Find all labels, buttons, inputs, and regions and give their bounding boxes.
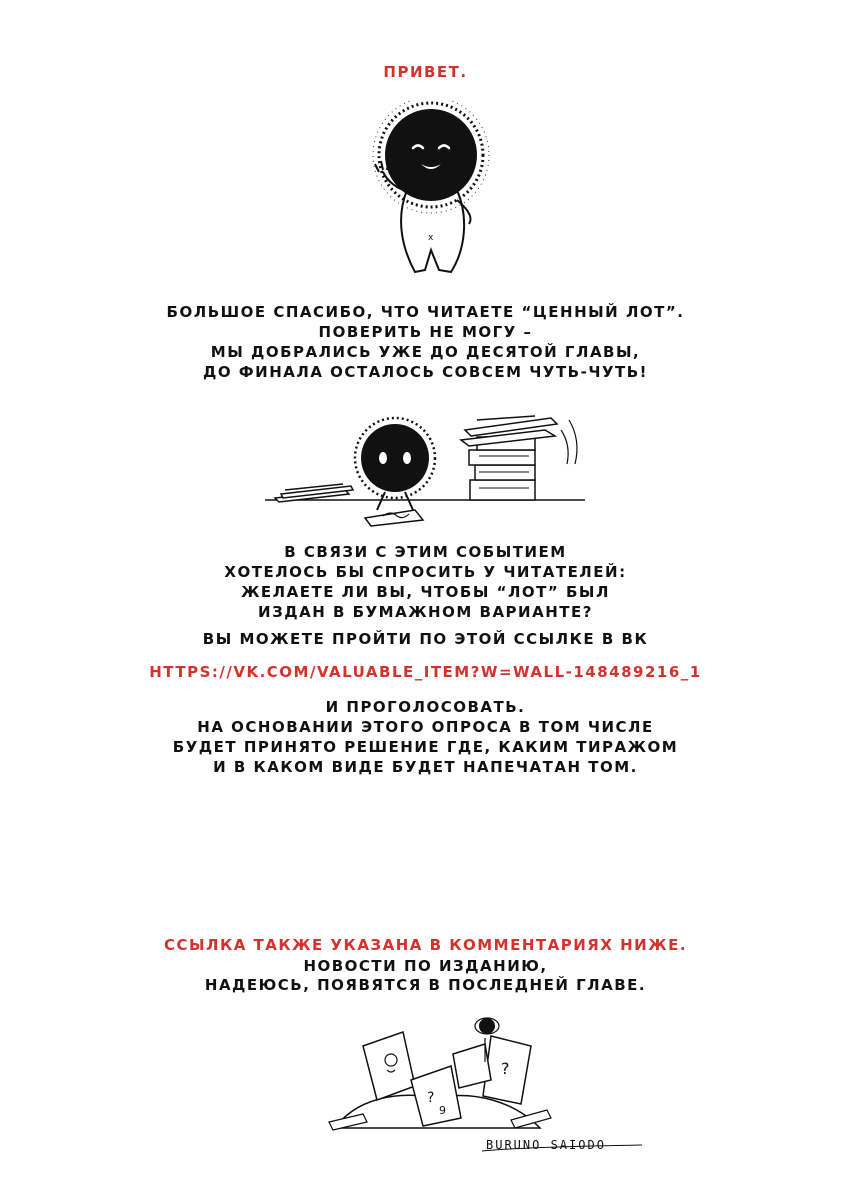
- svg-text:?: ?: [501, 1059, 510, 1078]
- thanks-line: МЫ ДОБРАЛИСЬ УЖЕ ДО ДЕСЯТОЙ ГЛАВЫ,: [210, 343, 641, 361]
- working-character-illustration: [265, 410, 585, 530]
- paper-pile-illustration: [315, 1010, 555, 1135]
- waving-character-illustration: [365, 100, 495, 280]
- greeting-heading: ПРИВЕТ.: [383, 63, 468, 81]
- closing-line: НОВОСТИ ПО ИЗДАНИЮ,: [303, 957, 548, 975]
- svg-text:?: ?: [427, 1090, 435, 1106]
- thanks-line: ДО ФИНАЛА ОСТАЛОСЬ СОВСЕМ ЧУТЬ-ЧУТЬ!: [202, 363, 649, 381]
- vote-line: НА ОСНОВАНИИ ЭТОГО ОПРОСА В ТОМ ЧИСЛЕ: [197, 718, 654, 736]
- vote-line: И В КАКОМ ВИДЕ БУДЕТ НАПЕЧАТАН ТОМ.: [213, 758, 638, 776]
- question-line: ХОТЕЛОСЬ БЫ СПРОСИТЬ У ЧИТАТЕЛЕЙ:: [224, 563, 627, 581]
- svg-text:x: x: [428, 233, 434, 243]
- closing-line: НАДЕЮСЬ, ПОЯВЯТСЯ В ПОСЛЕДНЕЙ ГЛАВЕ.: [204, 976, 647, 994]
- vk-poll-link[interactable]: HTTPS://VK.COM/VALUABLE_ITEM?W=WALL-148489216_1: [149, 663, 702, 681]
- question-line: В СВЯЗИ С ЭТИМ СОБЫТИЕМ: [284, 543, 567, 561]
- svg-text:9: 9: [439, 1104, 446, 1117]
- vote-line: И ПРОГОЛОСОВАТЬ.: [325, 698, 526, 716]
- thanks-line: ПОВЕРИТЬ НЕ МОГУ –: [318, 323, 533, 341]
- link-intro-text: ВЫ МОЖЕТЕ ПРОЙТИ ПО ЭТОЙ ССЫЛКЕ В ВК: [202, 630, 649, 648]
- question-line: ИЗДАН В БУМАЖНОМ ВАРИАНТЕ?: [258, 603, 593, 621]
- comment-note: ССЫЛКА ТАКЖЕ УКАЗАНА В КОММЕНТАРИЯХ НИЖЕ.: [163, 936, 688, 954]
- thanks-line: БОЛЬШОЕ СПАСИБО, ЧТО ЧИТАЕТЕ “ЦЕННЫЙ ЛОТ”.: [166, 303, 685, 321]
- signature-text: BURUNO SAIODO: [486, 1138, 606, 1152]
- vote-line: БУДЕТ ПРИНЯТО РЕШЕНИЕ ГДЕ, КАКИМ ТИРАЖОМ: [172, 738, 679, 756]
- artist-signature: [478, 1133, 653, 1157]
- question-line: ЖЕЛАЕТЕ ЛИ ВЫ, ЧТОБЫ “ЛОТ” БЫЛ: [241, 583, 610, 601]
